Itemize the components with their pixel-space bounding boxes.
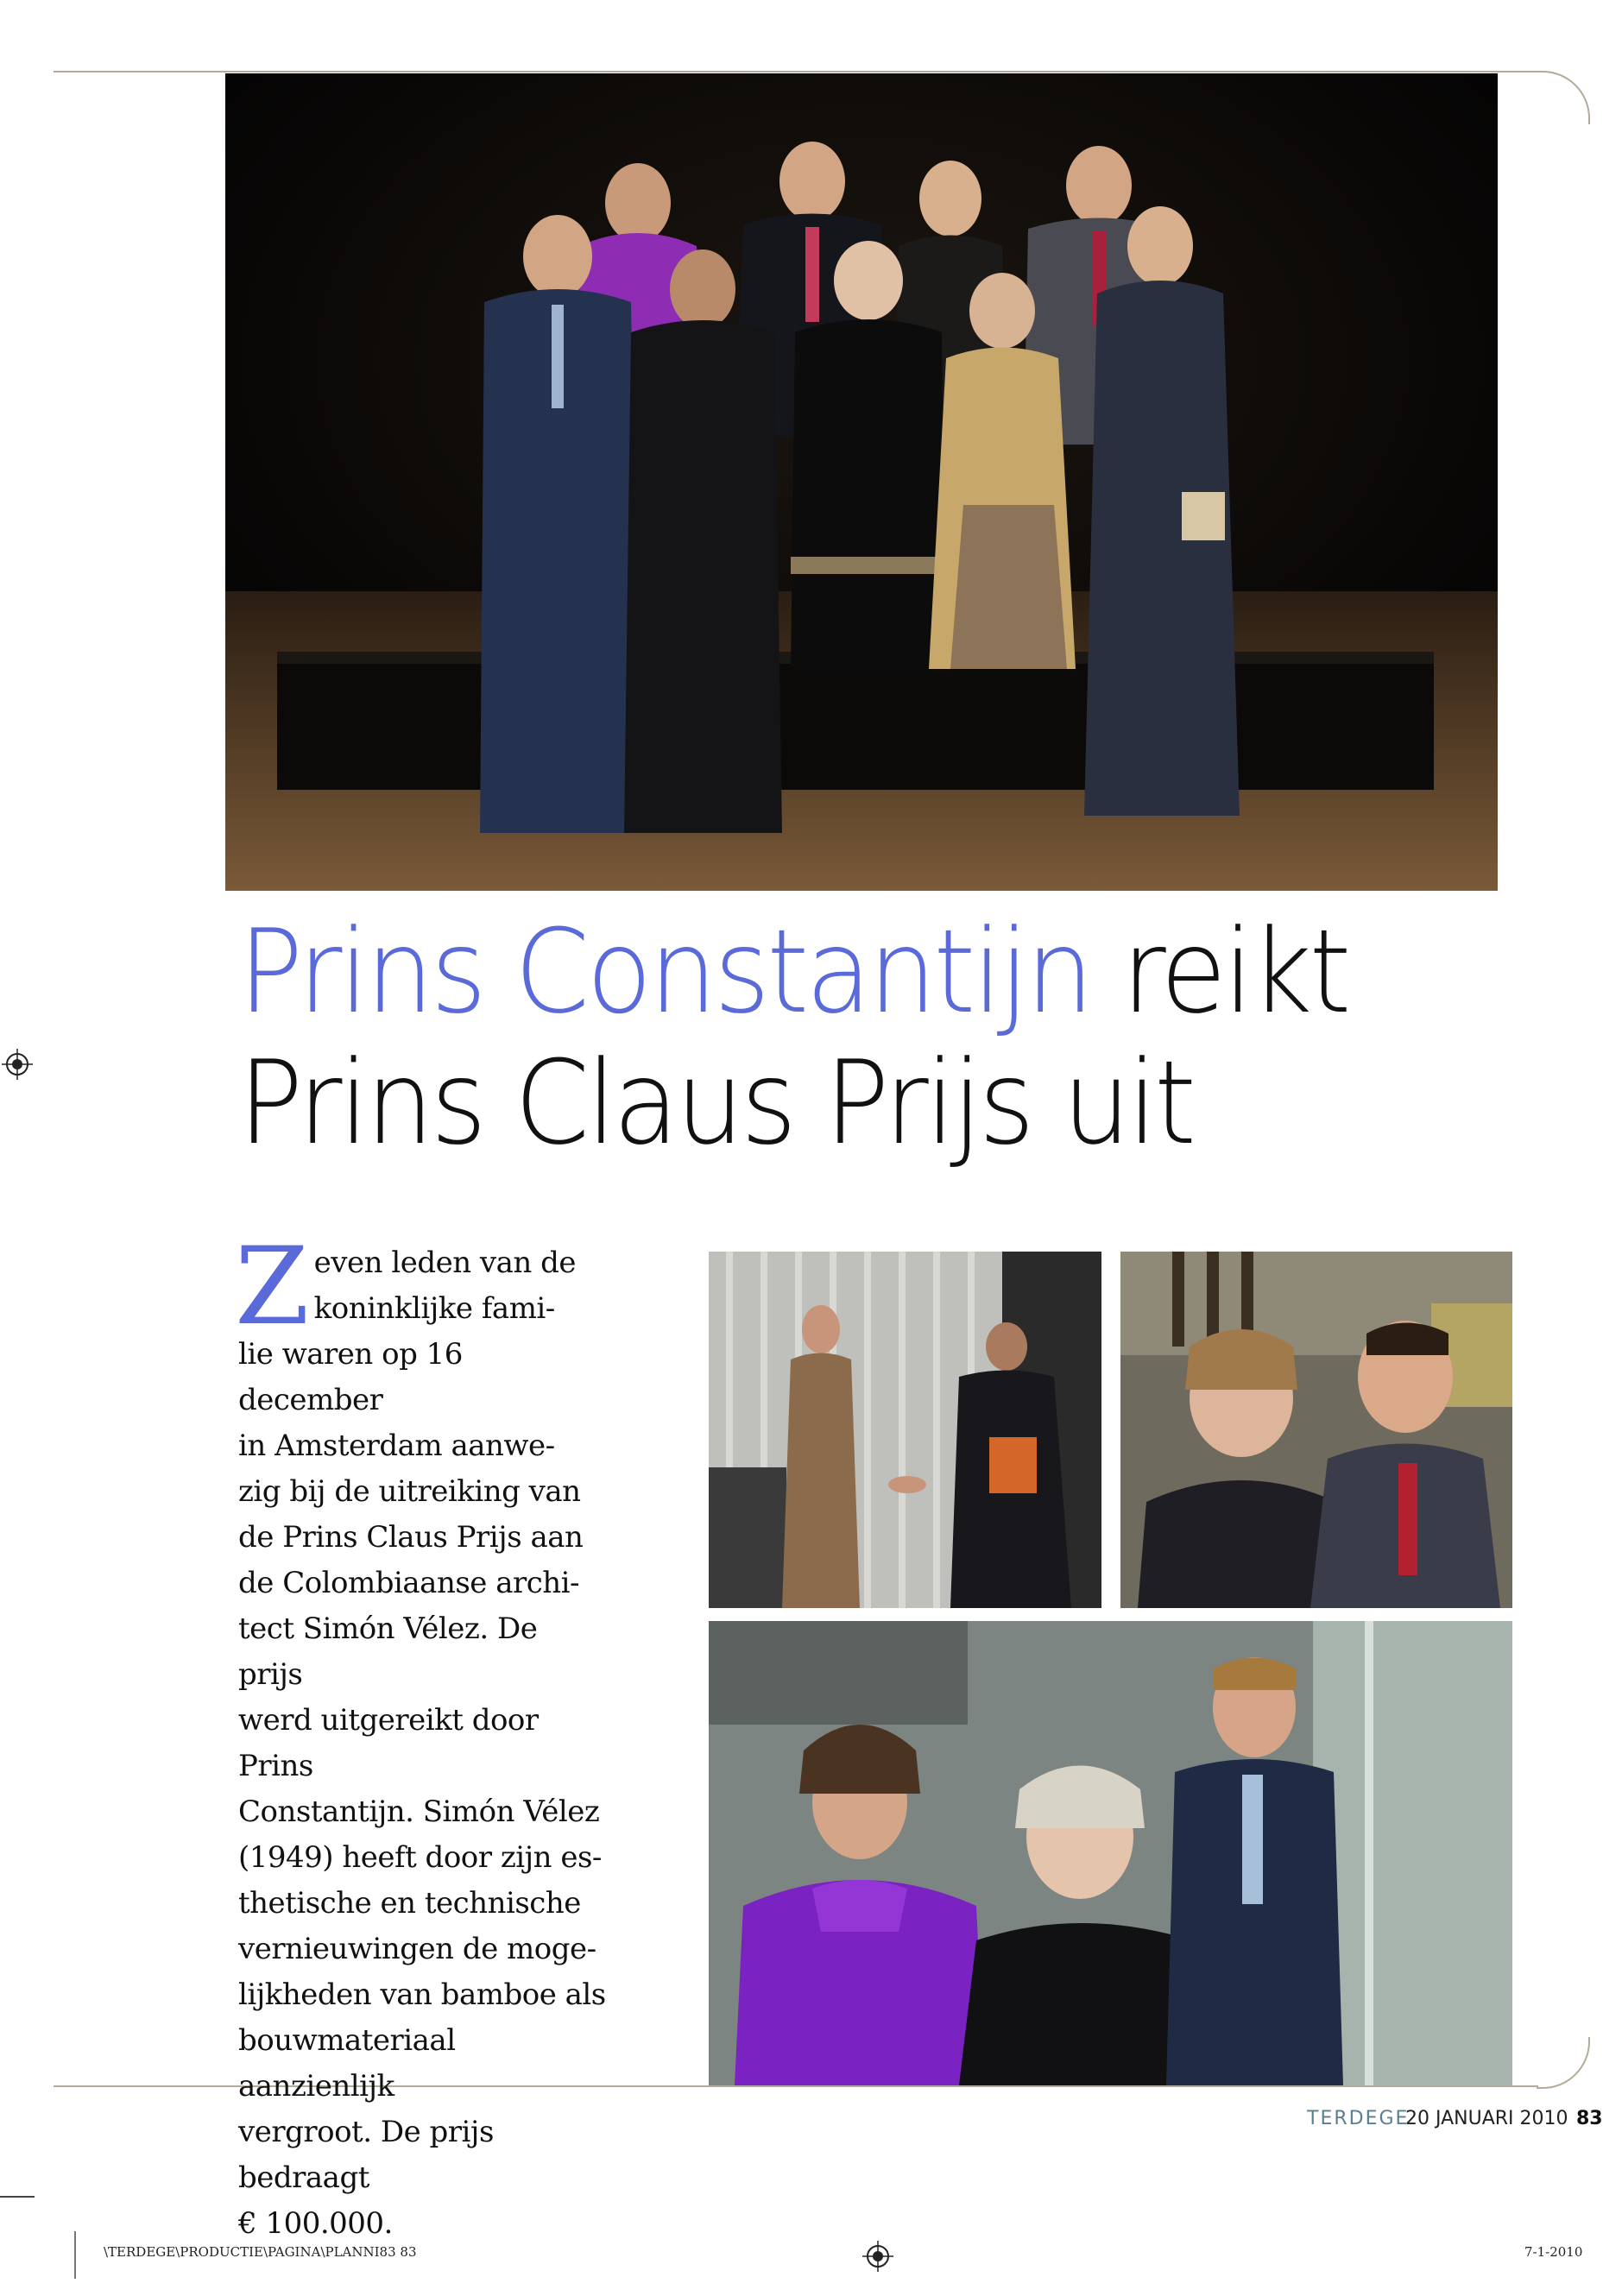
body-line: (1949) heeft door zijn es- [238, 1840, 602, 1875]
body-line: de Colombiaanse archi- [238, 1566, 580, 1600]
body-line: lie waren op 16 december [238, 1337, 463, 1417]
walking-photo [709, 1621, 1512, 2085]
headline-rest: reikt [1121, 905, 1348, 1039]
body-line: Constantijn. Simón Vélez [238, 1795, 600, 1829]
drop-cap: Z [235, 1225, 309, 1349]
headline-line2: Prins Claus Prijs uit [238, 1036, 1194, 1170]
body-line: lijkheden van bamboe als [238, 1977, 606, 2012]
body-line: bouwmateriaal aanzienlijk [238, 2023, 456, 2104]
couple-photo [1120, 1252, 1512, 1608]
slug-path: \TERDEGE\PRODUCTIE\PAGINA\PLANNI83 83 [104, 2244, 417, 2260]
handshake-photo [709, 1252, 1101, 1608]
top-rule [54, 71, 1538, 73]
footer-magazine: TERDEGE [1307, 2108, 1410, 2129]
article-headline [238, 906, 1362, 1169]
slug-date: 7-1-2010 [1524, 2244, 1583, 2260]
body-line: thetische en technische [238, 1886, 581, 1921]
top-corner [1537, 71, 1590, 124]
body-line: vernieuwingen de moge- [238, 1932, 596, 1966]
body-line: de Prins Claus Prijs aan [238, 1520, 584, 1555]
body-line: werd uitgereikt door Prins [238, 1703, 539, 1783]
body-line: koninklijke fami- [313, 1291, 555, 1326]
slug-divider [74, 2231, 76, 2279]
body-line: € 100.000. [238, 2206, 393, 2241]
body-line: tect Simón Vélez. De prijs [238, 1612, 538, 1692]
article-body [235, 1225, 609, 2247]
registration-mark-icon [2, 1049, 33, 1080]
group-photo [225, 73, 1498, 891]
headline-accent: Prins Constantijn [238, 905, 1091, 1039]
bottom-corner [1537, 2037, 1590, 2089]
body-line: in Amsterdam aanwe- [238, 1429, 555, 1463]
left-trim-mark [0, 2196, 35, 2198]
footer-date: 20 JANUARI 2010 [1405, 2108, 1568, 2129]
body-line: vergroot. De prijs bedraagt [238, 2115, 494, 2195]
registration-mark-icon [862, 2241, 893, 2272]
body-line: even leden van de [313, 1246, 576, 1280]
footer-page-number: 83 [1576, 2108, 1603, 2129]
body-line: zig bij de uitreiking van [238, 1474, 581, 1509]
